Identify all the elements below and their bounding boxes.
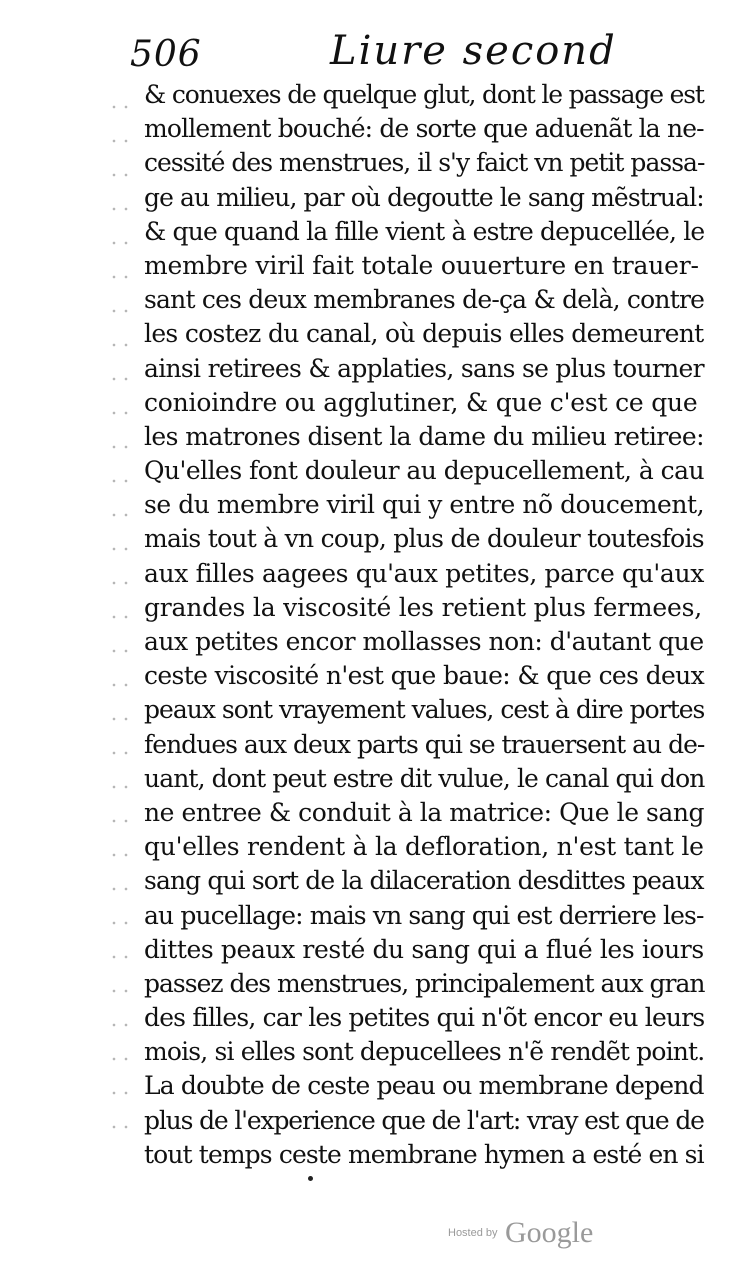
text-line: ainsi retirees & applaties, sans se plus tourner bbox=[144, 353, 704, 383]
text-line: les matrones disent la dame du milieu retiree: bbox=[144, 421, 704, 451]
text-line: & conuexes de quelque glut, dont le passage est bbox=[144, 80, 704, 109]
text-line: conioindre ou agglutiner, & que c'est ce que bbox=[144, 387, 698, 417]
text-line: aux filles aagees qu'aux petites, parce qu'aux bbox=[144, 558, 704, 588]
page-number: 506 bbox=[130, 34, 202, 75]
text-line: tout temps ceste membrane hymen a esté en si bbox=[144, 1139, 704, 1169]
running-title: Liure second bbox=[330, 28, 617, 74]
text-line: au pucellage: mais vn sang qui est derriere les- bbox=[144, 900, 704, 930]
text-line: plus de l'experience que de l'art: vray est que de bbox=[144, 1105, 704, 1135]
text-line: sant ces deux membranes de-ça & delà, contre bbox=[144, 285, 705, 315]
text-line: fendues aux deux parts qui se trauersent au de- bbox=[144, 729, 705, 759]
text-line: peaux sont vrayement values, cest à dire portes bbox=[144, 695, 705, 725]
text-line: les costez du canal, où depuis elles demeurent bbox=[144, 319, 704, 349]
body-text bbox=[144, 78, 704, 1172]
text-line: Qu'elles font douleur au depucellement, à cau bbox=[144, 456, 705, 486]
text-line: sang qui sort de la dilaceration desdittes peaux bbox=[144, 866, 704, 896]
footer-watermark bbox=[448, 1216, 593, 1256]
margin-bleed-marks bbox=[108, 90, 132, 1150]
text-line: passez des menstrues, principalement aux gran bbox=[144, 968, 705, 998]
text-line: ceste viscosité n'est que baue: & que ces deux bbox=[144, 661, 705, 691]
text-line: dittes peaux resté du sang qui a flué les iours bbox=[144, 934, 704, 964]
hosted-by-label: Hosted by bbox=[448, 1227, 498, 1239]
text-line: ne entree & conduit à la matrice: Que le sang bbox=[144, 797, 705, 827]
text-line: La doubte de ceste peau ou membrane depend bbox=[144, 1071, 704, 1101]
text-line: ge au milieu, par où degoutte le sang mẽstrual: bbox=[144, 182, 704, 212]
text-line: mollement bouché: de sorte que aduenãt la ne- bbox=[144, 114, 704, 144]
text-line: uant, dont peut estre dit vulue, le canal qui don bbox=[144, 763, 705, 793]
text-line: qu'elles rendent à la defloration, n'est tant le bbox=[144, 832, 704, 862]
text-line: se du membre viril qui y entre nõ doucement, bbox=[144, 490, 705, 520]
text-line: aux petites encor mollasses non: d'autant que bbox=[144, 627, 704, 656]
text-line: cessité des menstrues, il s'y faict vn petit passa- bbox=[144, 148, 705, 178]
text-line: mois, si elles sont depucellees n'ẽ rendẽt point. bbox=[144, 1037, 705, 1067]
page-header bbox=[130, 28, 690, 84]
text-line: des filles, car les petites qui n'õt encor eu leurs bbox=[144, 1003, 705, 1033]
text-line: grandes la viscosité les retient plus fermees, bbox=[144, 592, 702, 622]
text-line: & que quand la fille vient à estre depucellée, le bbox=[144, 216, 705, 246]
text-line: mais tout à vn coup, plus de douleur toutesfois bbox=[144, 524, 704, 554]
google-logo: Google bbox=[504, 1216, 594, 1249]
ink-speck bbox=[308, 1176, 313, 1181]
text-line: membre viril fait totale ouuerture en trauer- bbox=[144, 250, 699, 280]
